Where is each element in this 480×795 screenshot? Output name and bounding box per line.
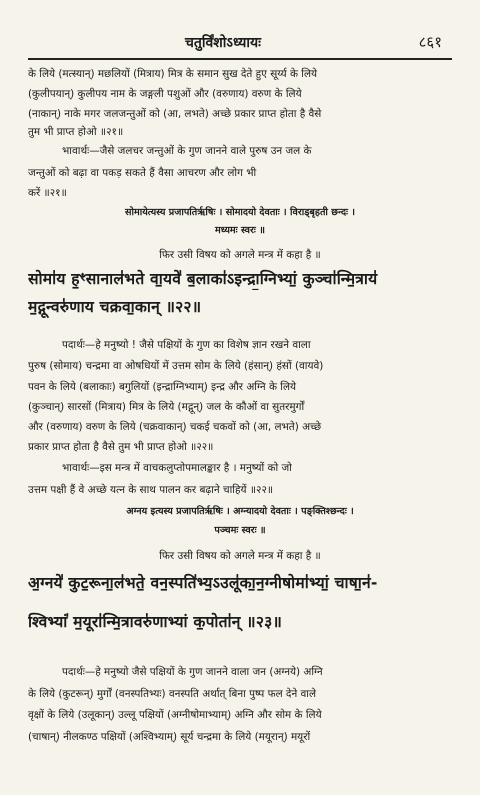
intro-line: फिर उसी विषय को अगले मन्त्र में कहा है ॥ (159, 550, 321, 562)
text-line: करें ॥२१॥ (28, 187, 67, 199)
text-line: प्रकार प्राप्त होता है वैसे तुम भी प्राप्त होओ ॥२२॥ (28, 441, 214, 453)
text-line: (चाषान्) नीलकण्ठ पक्षियों (अश्विभ्याम्) सूर्य चन्द्रमा के लिये (मयूरान्) मयूरों (28, 731, 311, 743)
text-line: पुरुष (सोमाय) चन्द्रमा वा ओषधियों में उत्तम सोम के लिये (हंसान्) हंसों (वायवे) (28, 360, 324, 372)
padartha-line: पदार्थः—हे मनुष्यो जैसे पक्षियों के गुण जानने वाला जन (अग्नये) अग्नि (62, 666, 323, 678)
text-line: वृक्षों के लिये (उलूकान्) उल्लू पक्षियों (अग्नीषोमाभ्याम्) अग्नि और सोम के लिये (28, 709, 322, 721)
text-line: तुम भी प्राप्त होओ ॥२१॥ (28, 126, 124, 138)
text-line: (कुलीपयान्) कुलीपय नाम के जङ्गली पशुओं और (वरुणाय) वरुण के लिये (28, 88, 302, 100)
mantra-line: अ॒ग्नये॑ कुट॒रूना॒ल॑भते॒ वन॒स्पति॑भ्य॒ऽउलू॑का॒न॒ग्नीषोमा॑भ्यां॒ चाषा॒न॑- (28, 574, 378, 592)
mantra-line: म॒द्गून्वरु॑णाय चक्रवा॒कान् ॥२२॥ (28, 298, 202, 316)
header-rule (28, 58, 452, 60)
text-line: पवन के लिये (बलाकाः) बगुलियों (इन्द्राग्निभ्याम्) इन्द्र और अग्नि के लिये (28, 381, 297, 393)
page-header (0, 30, 480, 56)
mantra-line: सोमा॑य ह॒ꣳसानाल॑भते वा॒यवे॑ ब॒लाका॑ऽइन्द्रा॒ग्निभ्यां॒ कुञ्चा॑न्मि॒त्राय॑ (28, 270, 378, 288)
text-line: (कुञ्चान्) सारसों (मित्राय) मित्र के लिये (मद्गून्) जल के कौओं वा सुतरमुर्गों (28, 401, 305, 413)
rishi-devata-line: सोमायेत्यस्य प्रजापतिर्ऋषिः । सोमादयो देवताः । विराड्बृहती छन्दः । (125, 207, 355, 218)
text-line: के लिये (कुटरून्) मुर्गों (वनस्पतिभ्यः) वनस्पति अर्थात् बिना पुष्प फल देने वाले (28, 688, 317, 700)
text-line: के लिये (मत्स्यान्) मछलियों (मित्राय) मित्र के समान सुख देते हुए सूर्य्य के लिये (28, 68, 318, 80)
mantra-line: श्विभ्यां॑ म॒यूरा॑न्मि॒त्रावरु॑णाभ्यां क॒पोता॑न् ॥२३॥ (28, 613, 282, 631)
svara-line: मध्यमः स्वरः ॥ (215, 225, 265, 236)
text-line: उत्तम पक्षी हैं वे अच्छे यत्न के साथ पालन कर बढ़ाने चाहियें ॥२२॥ (28, 484, 274, 496)
text-line: जन्तुओं को बढ़ा वा पकड़ सकते हैं वैसा आचरण और लोग भी (28, 167, 257, 179)
bhavartha-line: भावार्थः—इस मन्त्र में वाचकलुप्तोपमालङ्कार है । मनुष्यों को जो (62, 462, 292, 474)
svara-line: पञ्चमः स्वरः ॥ (214, 525, 266, 536)
rishi-devata-line: अग्नय इत्यस्य प्रजापतिर्ऋषिः । अग्न्यादयो देवताः । पङ्क्तिश्छन्दः । (126, 506, 354, 517)
padartha-line: पदार्थः—हे मनुष्यो ! जैसे पक्षियों के गुण का विशेष ज्ञान रखने वाला (62, 339, 311, 351)
text-line: और (वरुणाय) वरुण के लिये (चक्रवाकान्) चकई चकवों को (आ, लभते) अच्छे (28, 421, 322, 433)
text-line: (नाकान्) नाके मगर जलजन्तुओं को (आ, लभते) अच्छे प्रकार प्राप्त होता है वैसे (28, 108, 322, 120)
bhavartha-line: भावार्थः—जैसे जलचर जन्तुओं के गुण जानने वाले पुरुष उन जल के (62, 145, 312, 157)
chapter-title: चतुर्विंशोऽध्यायः (185, 35, 261, 51)
page-number: ८६१ (418, 33, 442, 51)
intro-line: फिर उसी विषय को अगले मन्त्र में कहा है ॥ (159, 249, 321, 261)
